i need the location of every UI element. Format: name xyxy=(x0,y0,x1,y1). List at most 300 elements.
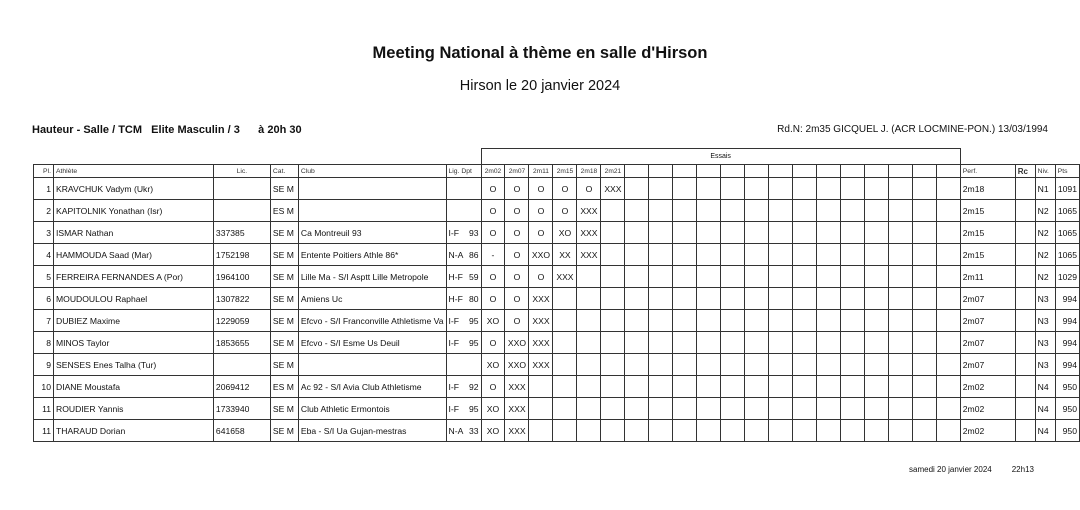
attempt-cell xyxy=(553,310,577,332)
attempt-cell xyxy=(912,244,936,266)
ligue: I-F xyxy=(448,381,460,392)
attempt-cell xyxy=(840,244,864,266)
licence-number: 1229059 xyxy=(213,310,270,332)
attempt-cell xyxy=(936,200,960,222)
attempt-cell xyxy=(601,332,625,354)
club: Ca Montreuil 93 xyxy=(298,222,446,244)
attempt-cell xyxy=(625,178,649,200)
attempt-cell xyxy=(625,420,649,442)
level: N4 xyxy=(1035,376,1055,398)
attempt-cell xyxy=(912,288,936,310)
attempt-cell xyxy=(721,288,745,310)
club: Lille Ma - S/I Asptt Lille Metropole xyxy=(298,266,446,288)
attempt-cell xyxy=(840,420,864,442)
attempt-cell xyxy=(793,288,817,310)
attempt-cell: XXX xyxy=(577,200,601,222)
attempt-cell xyxy=(577,310,601,332)
attempt-cell: O xyxy=(481,178,505,200)
attempt-cell xyxy=(840,332,864,354)
attempt-cell xyxy=(625,310,649,332)
event-heading: Hauteur - Salle / TCM Elite Masculin / 3 à 20h 30 xyxy=(32,124,302,136)
attempt-cell xyxy=(673,420,697,442)
attempt-cell xyxy=(721,244,745,266)
attempt-cell xyxy=(840,310,864,332)
performance: 2m18 xyxy=(960,178,1015,200)
attempt-cell xyxy=(697,398,721,420)
points: 950 xyxy=(1055,376,1079,398)
attempt-cell xyxy=(649,310,673,332)
attempt-cell xyxy=(936,354,960,376)
athlete-name: ROUDIER Yannis xyxy=(53,398,213,420)
header-pl: Pl. xyxy=(34,165,54,178)
departement: 80 xyxy=(468,293,479,304)
performance: 2m07 xyxy=(960,288,1015,310)
athlete-name: SENSES Enes Talha (Tur) xyxy=(53,354,213,376)
attempt-cell xyxy=(673,266,697,288)
club xyxy=(298,200,446,222)
attempt-cell xyxy=(673,310,697,332)
performance: 2m15 xyxy=(960,200,1015,222)
national-record: Rd.N: 2m35 GICQUEL J. (ACR LOCMINE-PON.) 13/03/1994 xyxy=(777,124,1048,135)
club xyxy=(298,354,446,376)
attempt-cell xyxy=(817,266,841,288)
attempt-cell xyxy=(601,244,625,266)
header-height xyxy=(840,165,864,178)
points: 950 xyxy=(1055,398,1079,420)
attempt-cell: XXX xyxy=(505,376,529,398)
points: 994 xyxy=(1055,310,1079,332)
attempt-cell xyxy=(553,354,577,376)
meeting-location-date: Hirson le 20 janvier 2024 xyxy=(459,78,621,94)
attempt-cell xyxy=(793,376,817,398)
ligue-dpt xyxy=(446,376,481,398)
attempt-cell xyxy=(864,200,888,222)
performance: 2m07 xyxy=(960,354,1015,376)
category: SE M xyxy=(270,266,298,288)
licence-number: 337385 xyxy=(213,222,270,244)
attempt-cell xyxy=(601,200,625,222)
performance: 2m11 xyxy=(960,266,1015,288)
attempt-cell xyxy=(912,420,936,442)
header-pts: Pts xyxy=(1055,165,1079,178)
header-height xyxy=(745,165,769,178)
club: Efcvo - S/I Franconville Athletisme Va xyxy=(298,310,446,332)
header-height: 2m21 xyxy=(601,165,625,178)
attempt-cell xyxy=(912,332,936,354)
attempt-cell xyxy=(625,376,649,398)
attempt-cell xyxy=(625,398,649,420)
licence-number: 1964100 xyxy=(213,266,270,288)
attempt-cell xyxy=(793,244,817,266)
rc-cell xyxy=(1015,310,1035,332)
attempt-cell xyxy=(721,200,745,222)
level: N2 xyxy=(1035,266,1055,288)
athlete-name: HAMMOUDA Saad (Mar) xyxy=(53,244,213,266)
rc-cell xyxy=(1015,178,1035,200)
place: 9 xyxy=(34,354,54,376)
attempt-cell xyxy=(601,310,625,332)
points: 994 xyxy=(1055,332,1079,354)
attempt-cell: O xyxy=(553,200,577,222)
ligue-dpt xyxy=(446,266,481,288)
result-row xyxy=(34,420,1080,442)
attempt-cell xyxy=(577,354,601,376)
header-height: 2m11 xyxy=(529,165,553,178)
attempt-cell xyxy=(673,354,697,376)
print-footer xyxy=(909,465,1034,474)
attempt-cell xyxy=(912,398,936,420)
attempt-cell xyxy=(888,266,912,288)
category: ES M xyxy=(270,376,298,398)
footer-date: samedi 20 janvier 2024 xyxy=(909,465,992,474)
attempt-cell xyxy=(721,398,745,420)
attempt-cell xyxy=(577,266,601,288)
attempt-cell: O xyxy=(481,266,505,288)
licence-number: 1853655 xyxy=(213,332,270,354)
attempt-cell: O xyxy=(505,288,529,310)
attempt-cell xyxy=(697,310,721,332)
attempt-cell: O xyxy=(481,376,505,398)
attempt-cell: XXX xyxy=(577,222,601,244)
departement: 92 xyxy=(468,381,479,392)
attempt-cell xyxy=(673,288,697,310)
attempt-cell xyxy=(697,200,721,222)
attempt-cell xyxy=(697,244,721,266)
attempt-cell xyxy=(697,376,721,398)
attempt-cell xyxy=(936,310,960,332)
attempt-cell xyxy=(793,420,817,442)
attempt-cell xyxy=(864,310,888,332)
attempt-cell xyxy=(721,354,745,376)
attempt-cell xyxy=(625,244,649,266)
attempt-cell xyxy=(601,354,625,376)
result-row xyxy=(34,398,1080,420)
place: 2 xyxy=(34,200,54,222)
header-height xyxy=(697,165,721,178)
attempt-cell xyxy=(864,398,888,420)
attempt-cell xyxy=(817,222,841,244)
attempt-cell xyxy=(888,354,912,376)
attempt-cell xyxy=(673,222,697,244)
attempt-cell xyxy=(577,398,601,420)
attempt-cell xyxy=(697,178,721,200)
rc-cell xyxy=(1015,398,1035,420)
attempt-cell xyxy=(840,200,864,222)
ligue-dpt xyxy=(446,332,481,354)
ligue: N-A xyxy=(448,249,464,260)
attempt-cell xyxy=(769,178,793,200)
attempt-cell xyxy=(697,222,721,244)
attempt-cell xyxy=(601,398,625,420)
header-height xyxy=(912,165,936,178)
attempt-cell xyxy=(673,178,697,200)
attempt-cell xyxy=(601,420,625,442)
attempt-cell xyxy=(817,376,841,398)
header-height: 2m02 xyxy=(481,165,505,178)
attempt-cell xyxy=(673,244,697,266)
performance: 2m15 xyxy=(960,244,1015,266)
attempt-cell xyxy=(888,420,912,442)
points: 994 xyxy=(1055,354,1079,376)
attempt-cell xyxy=(697,420,721,442)
level: N1 xyxy=(1035,178,1055,200)
attempt-cell xyxy=(793,310,817,332)
header-athlete: Athlète xyxy=(53,165,213,178)
attempt-cell xyxy=(553,420,577,442)
level: N3 xyxy=(1035,354,1055,376)
place: 4 xyxy=(34,244,54,266)
category: SE M xyxy=(270,310,298,332)
attempt-cell xyxy=(936,222,960,244)
header-rc: Rc xyxy=(1015,165,1035,178)
licence-number: 1733940 xyxy=(213,398,270,420)
ligue-dpt xyxy=(446,398,481,420)
place: 3 xyxy=(34,222,54,244)
attempt-cell xyxy=(745,222,769,244)
attempt-cell xyxy=(721,178,745,200)
attempt-cell: O xyxy=(505,222,529,244)
points: 1065 xyxy=(1055,222,1079,244)
club xyxy=(298,178,446,200)
ligue: I-F xyxy=(448,403,460,414)
departement: 93 xyxy=(468,227,479,238)
header-category: Cat. xyxy=(270,165,298,178)
category: SE M xyxy=(270,244,298,266)
attempt-cell xyxy=(721,222,745,244)
attempt-cell: XXX xyxy=(505,398,529,420)
result-row xyxy=(34,200,1080,222)
attempt-cell xyxy=(601,288,625,310)
attempt-cell: XXX xyxy=(529,288,553,310)
attempt-cell xyxy=(840,288,864,310)
club: Efcvo - S/I Esme Us Deuil xyxy=(298,332,446,354)
departement: 59 xyxy=(468,271,479,282)
attempt-cell xyxy=(745,354,769,376)
attempt-cell xyxy=(888,200,912,222)
attempt-cell xyxy=(649,222,673,244)
attempt-cell xyxy=(864,178,888,200)
essais-header: Essais xyxy=(481,149,960,165)
athlete-name: KAPITOLNIK Yonathan (Isr) xyxy=(53,200,213,222)
attempt-cell xyxy=(553,332,577,354)
attempt-cell xyxy=(840,376,864,398)
points: 950 xyxy=(1055,420,1079,442)
attempt-cell xyxy=(793,332,817,354)
attempt-cell: O xyxy=(481,200,505,222)
attempt-cell xyxy=(840,398,864,420)
departement: 95 xyxy=(468,337,479,348)
attempt-cell: XXX xyxy=(505,420,529,442)
level: N2 xyxy=(1035,244,1055,266)
ligue: N-A xyxy=(448,425,464,436)
level: N4 xyxy=(1035,420,1055,442)
attempt-cell xyxy=(769,310,793,332)
ligue: I-F xyxy=(448,315,460,326)
result-row xyxy=(34,222,1080,244)
attempt-cell xyxy=(817,420,841,442)
attempt-cell xyxy=(721,376,745,398)
attempt-cell xyxy=(529,376,553,398)
meeting-title: Meeting National à thème en salle d'Hirson xyxy=(372,44,708,62)
place: 6 xyxy=(34,288,54,310)
attempt-cell xyxy=(649,332,673,354)
club: Eba - S/I Ua Gujan-mestras xyxy=(298,420,446,442)
attempt-cell xyxy=(793,354,817,376)
attempt-cell xyxy=(721,266,745,288)
result-row xyxy=(34,178,1080,200)
ligue-dpt xyxy=(446,354,481,376)
rc-cell xyxy=(1015,222,1035,244)
ligue-dpt xyxy=(446,288,481,310)
performance: 2m07 xyxy=(960,332,1015,354)
attempt-cell xyxy=(649,420,673,442)
category: SE M xyxy=(270,288,298,310)
performance: 2m02 xyxy=(960,376,1015,398)
attempt-cell: O xyxy=(481,288,505,310)
attempt-cell xyxy=(601,266,625,288)
attempt-cell xyxy=(745,288,769,310)
attempt-cell xyxy=(936,332,960,354)
departement: 33 xyxy=(468,425,479,436)
attempt-cell: XO xyxy=(481,310,505,332)
attempt-cell xyxy=(840,222,864,244)
category: SE M xyxy=(270,354,298,376)
level: N4 xyxy=(1035,398,1055,420)
attempt-cell xyxy=(769,354,793,376)
attempt-cell xyxy=(817,310,841,332)
attempt-cell xyxy=(888,310,912,332)
attempt-cell xyxy=(793,266,817,288)
performance: 2m02 xyxy=(960,420,1015,442)
athlete-name: DUBIEZ Maxime xyxy=(53,310,213,332)
attempt-cell: XO xyxy=(553,222,577,244)
attempt-cell xyxy=(817,200,841,222)
attempt-cell xyxy=(577,288,601,310)
attempt-cell xyxy=(625,354,649,376)
licence-number xyxy=(213,178,270,200)
attempt-cell xyxy=(649,200,673,222)
rc-cell xyxy=(1015,354,1035,376)
attempt-cell xyxy=(577,332,601,354)
header-spacer-right xyxy=(960,149,1079,165)
attempt-cell xyxy=(601,222,625,244)
attempt-cell xyxy=(649,376,673,398)
attempt-cell xyxy=(888,332,912,354)
category: ES M xyxy=(270,200,298,222)
attempt-cell: O xyxy=(505,178,529,200)
attempt-cell xyxy=(697,266,721,288)
ligue-dpt xyxy=(446,200,481,222)
attempt-cell xyxy=(817,288,841,310)
result-row xyxy=(34,376,1080,398)
attempt-cell xyxy=(936,420,960,442)
attempt-cell xyxy=(912,310,936,332)
attempt-cell xyxy=(673,200,697,222)
attempt-cell xyxy=(769,222,793,244)
attempt-cell xyxy=(864,244,888,266)
attempt-cell xyxy=(888,222,912,244)
attempt-cell xyxy=(769,420,793,442)
attempt-cell xyxy=(529,420,553,442)
header-height xyxy=(817,165,841,178)
header-height: 2m07 xyxy=(505,165,529,178)
attempt-cell: XO xyxy=(481,420,505,442)
departement: 95 xyxy=(468,315,479,326)
rc-cell xyxy=(1015,244,1035,266)
club: Club Athletic Ermontois xyxy=(298,398,446,420)
attempt-cell xyxy=(817,354,841,376)
attempt-cell xyxy=(769,200,793,222)
header-height: 2m15 xyxy=(553,165,577,178)
attempt-cell xyxy=(888,178,912,200)
rc-cell xyxy=(1015,200,1035,222)
attempt-cell xyxy=(625,222,649,244)
attempt-cell xyxy=(673,376,697,398)
attempt-cell xyxy=(817,332,841,354)
rc-cell xyxy=(1015,420,1035,442)
performance: 2m02 xyxy=(960,398,1015,420)
attempt-cell xyxy=(529,398,553,420)
athlete-name: KRAVCHUK Vadym (Ukr) xyxy=(53,178,213,200)
attempt-cell: XXO xyxy=(529,244,553,266)
header-club: Club xyxy=(298,165,446,178)
attempt-cell xyxy=(553,376,577,398)
place: 7 xyxy=(34,310,54,332)
attempt-cell: XXO xyxy=(505,332,529,354)
header-niv: Niv. xyxy=(1035,165,1055,178)
attempt-cell xyxy=(912,178,936,200)
points: 1091 xyxy=(1055,178,1079,200)
attempt-cell xyxy=(625,266,649,288)
attempt-cell: XXX xyxy=(577,244,601,266)
departement: 86 xyxy=(468,249,479,260)
points: 994 xyxy=(1055,288,1079,310)
header-height xyxy=(864,165,888,178)
attempt-cell: XX xyxy=(553,244,577,266)
attempt-cell xyxy=(864,222,888,244)
attempt-cell xyxy=(912,222,936,244)
ligue-dpt xyxy=(446,178,481,200)
results-table xyxy=(33,148,1080,442)
attempt-cell xyxy=(936,398,960,420)
performance: 2m07 xyxy=(960,310,1015,332)
rc-cell xyxy=(1015,332,1035,354)
header-ligue-dpt: Lig. Dpt xyxy=(446,165,481,178)
attempt-cell xyxy=(912,376,936,398)
attempt-cell: XXX xyxy=(529,310,553,332)
attempt-cell xyxy=(912,354,936,376)
place: 10 xyxy=(34,376,54,398)
attempt-cell: XXX xyxy=(601,178,625,200)
header-perf: Perf. xyxy=(960,165,1015,178)
ligue-dpt xyxy=(446,310,481,332)
level: N2 xyxy=(1035,222,1055,244)
result-row xyxy=(34,310,1080,332)
attempt-cell xyxy=(649,398,673,420)
attempt-cell xyxy=(745,376,769,398)
header-height xyxy=(649,165,673,178)
licence-number: 641658 xyxy=(213,420,270,442)
attempt-cell xyxy=(793,398,817,420)
footer-time: 22h13 xyxy=(1011,465,1034,474)
attempt-cell: XXO xyxy=(505,354,529,376)
attempt-cell xyxy=(864,332,888,354)
header-height xyxy=(936,165,960,178)
athlete-name: DIANE Moustafa xyxy=(53,376,213,398)
attempt-cell xyxy=(888,288,912,310)
attempt-cell xyxy=(936,244,960,266)
category: SE M xyxy=(270,222,298,244)
